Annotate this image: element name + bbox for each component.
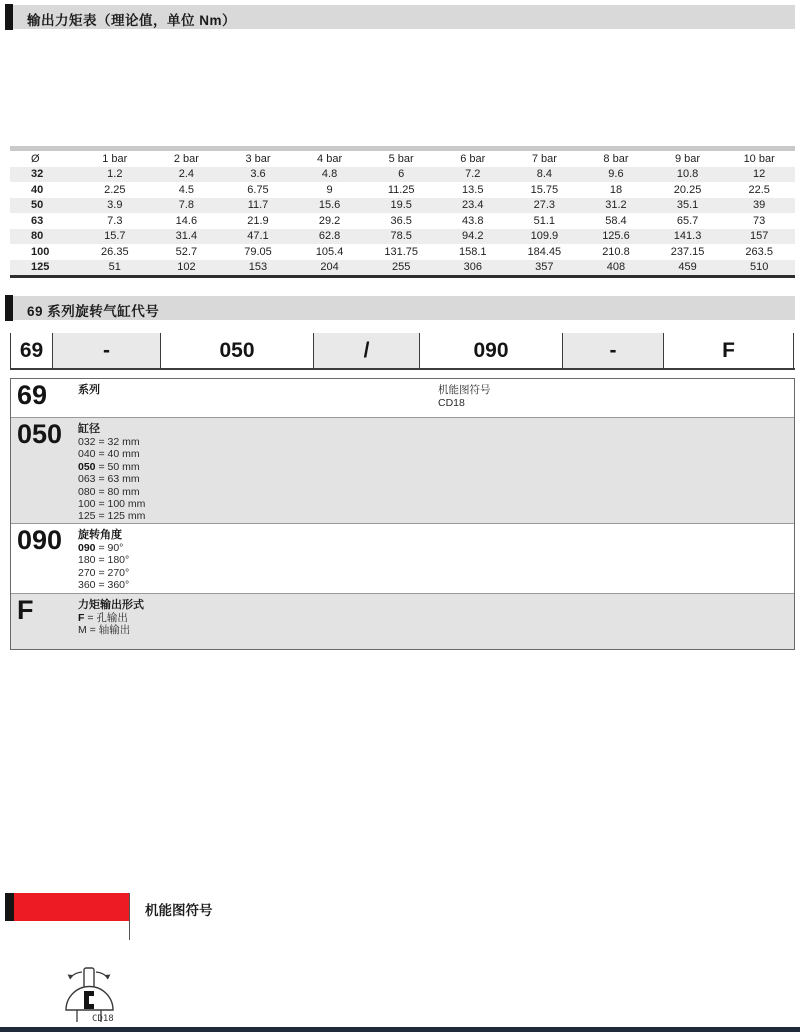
- torque-value-cell: 4.5: [178, 183, 195, 196]
- torque-value-cell: 6.75: [247, 183, 269, 196]
- section-header-torque-table: [5, 5, 795, 29]
- torque-value-cell: 3.9: [107, 199, 123, 212]
- torque-value-cell: 102: [177, 261, 196, 274]
- torque-bore-cell: 100: [31, 245, 50, 258]
- torque-value-cell: 210.8: [602, 245, 630, 258]
- torque-col-header: 5 bar: [388, 152, 414, 165]
- torque-value-cell: 12: [753, 168, 766, 181]
- order-code-breakdown-table: [10, 378, 795, 650]
- legend-vertical-rule: [129, 893, 130, 940]
- torque-value-cell: 22.5: [748, 183, 770, 196]
- torque-value-cell: 94.2: [462, 230, 484, 243]
- torque-row: [10, 213, 795, 229]
- breakdown-note-title: 机能图符号: [438, 384, 491, 396]
- order-code-segment: -: [53, 333, 161, 368]
- breakdown-note: [438, 384, 491, 410]
- torque-value-cell: 79.05: [244, 245, 272, 258]
- torque-value-cell: 9: [326, 183, 333, 196]
- section-title-torque: 输出力矩表（理论值，单位 Nm）: [27, 13, 237, 28]
- torque-value-cell: 31.2: [605, 199, 627, 212]
- torque-value-cell: 15.75: [530, 183, 559, 196]
- legend-title: 机能图符号: [145, 903, 213, 918]
- breakdown-content: [76, 418, 794, 523]
- legend-accent-bar-icon: [5, 893, 14, 921]
- torque-value-cell: 263.5: [745, 245, 773, 258]
- torque-value-cell: 14.6: [175, 214, 198, 227]
- torque-value-cell: 13.5: [462, 183, 484, 196]
- section-accent-bar-icon: [5, 4, 13, 30]
- torque-value-cell: 2.25: [104, 183, 126, 196]
- torque-value-cell: 19.5: [390, 199, 412, 212]
- torque-value-cell: 255: [391, 261, 411, 274]
- torque-table: [10, 146, 795, 278]
- breakdown-option: 050 = 50 mm: [78, 460, 140, 473]
- section-header-order-code: [5, 296, 795, 320]
- torque-value-cell: 73: [753, 214, 766, 227]
- torque-value-cell: 52.7: [175, 245, 198, 258]
- breakdown-option: 270 = 270°: [78, 566, 130, 579]
- torque-value-cell: 408: [606, 261, 626, 274]
- torque-bore-cell: 40: [31, 183, 44, 196]
- order-code-row: [10, 333, 795, 370]
- breakdown-content: [76, 594, 794, 649]
- breakdown-code: 050: [17, 419, 63, 449]
- torque-bore-cell: 50: [31, 199, 44, 212]
- torque-col-header: 7 bar: [531, 152, 557, 165]
- torque-bore-cell: 80: [31, 230, 44, 243]
- symbol-code-label: CD18: [92, 1014, 114, 1024]
- breakdown-option: 032 = 32 mm: [78, 436, 140, 448]
- torque-value-cell: 237.15: [670, 245, 705, 258]
- torque-col-header: 3 bar: [245, 152, 271, 165]
- torque-col-header: 8 bar: [603, 152, 629, 165]
- breakdown-option: 080 = 80 mm: [78, 485, 140, 498]
- page-bottom-bar: [0, 1027, 800, 1032]
- torque-value-cell: 184.45: [527, 245, 562, 258]
- torque-value-cell: 9.6: [608, 168, 624, 181]
- torque-value-cell: 51: [108, 261, 121, 274]
- breakdown-option: 125 = 125 mm: [78, 510, 146, 523]
- torque-value-cell: 43.8: [462, 214, 484, 227]
- torque-value-cell: 2.4: [178, 168, 195, 181]
- torque-value-cell: 15.7: [104, 230, 126, 243]
- breakdown-code: F: [17, 594, 34, 625]
- breakdown-option: 360 = 360°: [78, 579, 130, 592]
- order-code-segment: F: [664, 333, 794, 368]
- torque-value-cell: 78.5: [390, 230, 412, 243]
- torque-value-cell: 18: [609, 183, 623, 196]
- torque-value-cell: 11.7: [247, 199, 269, 212]
- torque-value-cell: 204: [320, 261, 339, 274]
- torque-value-cell: 58.4: [605, 214, 627, 227]
- breakdown-option: M = 轴输出: [78, 624, 131, 637]
- torque-value-cell: 109.9: [530, 230, 559, 243]
- torque-value-cell: 153: [248, 261, 268, 274]
- torque-value-cell: 15.6: [318, 199, 341, 212]
- torque-row: [10, 244, 795, 260]
- breakdown-title: 系列: [78, 384, 100, 396]
- torque-value-cell: 36.5: [390, 214, 412, 227]
- order-code-segment: 050: [161, 333, 314, 368]
- section-accent-bar-icon: [5, 295, 13, 321]
- torque-value-cell: 3.6: [250, 168, 266, 181]
- torque-col-header: 4 bar: [317, 152, 343, 165]
- torque-value-cell: 39: [753, 199, 766, 212]
- legend-red-bar: [14, 893, 130, 921]
- torque-bore-cell: 32: [31, 168, 44, 181]
- torque-value-cell: 7.2: [465, 168, 481, 181]
- torque-value-cell: 7.8: [178, 199, 195, 212]
- breakdown-content: [76, 524, 794, 593]
- torque-col-header: 9 bar: [675, 152, 701, 165]
- order-code-segment: /: [314, 333, 420, 368]
- torque-value-cell: 35.1: [676, 199, 699, 212]
- breakdown-title: 旋转角度: [78, 528, 122, 541]
- torque-value-cell: 105.4: [315, 245, 344, 258]
- torque-value-cell: 31.4: [175, 230, 198, 243]
- torque-value-cell: 306: [463, 261, 482, 274]
- torque-col-header: 2 bar: [173, 152, 199, 165]
- torque-value-cell: 65.7: [676, 214, 699, 227]
- torque-value-cell: 6: [398, 168, 405, 181]
- breakdown-row: [11, 594, 794, 649]
- torque-value-cell: 20.25: [673, 183, 702, 196]
- breakdown-row: [11, 379, 794, 418]
- torque-value-cell: 23.4: [462, 199, 484, 212]
- torque-value-cell: 357: [535, 261, 554, 274]
- breakdown-row: [11, 524, 794, 594]
- breakdown-option: 180 = 180°: [78, 554, 130, 567]
- torque-value-cell: 51.1: [533, 214, 556, 227]
- breakdown-title: 力矩输出形式: [78, 598, 144, 611]
- torque-value-cell: 26.35: [101, 245, 129, 258]
- torque-col-header: 10 bar: [743, 152, 775, 165]
- breakdown-option: 040 = 40 mm: [78, 448, 140, 461]
- torque-value-cell: 131.75: [384, 245, 418, 258]
- torque-col-bore-header: Ø: [31, 152, 40, 165]
- breakdown-option: 100 = 100 mm: [78, 498, 146, 511]
- torque-row: [10, 260, 795, 277]
- torque-table-header-row: [10, 149, 795, 167]
- torque-col-header: 6 bar: [460, 152, 486, 165]
- breakdown-note-value: CD18: [438, 397, 465, 409]
- torque-value-cell: 8.4: [536, 168, 552, 181]
- breakdown-title: 缸径: [78, 423, 100, 435]
- torque-bore-cell: 125: [31, 261, 50, 274]
- torque-value-cell: 62.8: [318, 230, 341, 243]
- torque-row: [10, 229, 795, 245]
- torque-value-cell: 459: [678, 261, 697, 274]
- torque-value-cell: 510: [749, 261, 769, 274]
- order-code-segment: 69: [11, 333, 53, 368]
- breakdown-row: [11, 418, 794, 524]
- torque-row: [10, 167, 795, 183]
- breakdown-code: 69: [17, 380, 48, 410]
- breakdown-option: F = 孔输出: [78, 611, 128, 624]
- torque-value-cell: 157: [749, 230, 769, 243]
- torque-value-cell: 11.25: [387, 183, 415, 196]
- torque-value-cell: 27.3: [533, 199, 556, 212]
- torque-value-cell: 158.1: [459, 245, 487, 258]
- torque-value-cell: 10.8: [676, 168, 699, 181]
- breakdown-content: [76, 379, 794, 417]
- torque-value-cell: 4.8: [321, 168, 338, 181]
- section-title-order-code: 69 系列旋转气缸代号: [27, 304, 160, 319]
- breakdown-option: 090 = 90°: [78, 541, 124, 554]
- torque-value-cell: 141.3: [673, 230, 702, 243]
- breakdown-option: 063 = 63 mm: [78, 473, 140, 486]
- torque-value-cell: 47.1: [247, 230, 269, 243]
- torque-value-cell: 1.2: [107, 168, 123, 181]
- torque-row: [10, 182, 795, 198]
- torque-value-cell: 21.9: [247, 214, 269, 227]
- torque-col-header: 1 bar: [102, 152, 128, 165]
- torque-row: [10, 198, 795, 214]
- order-code-segment: -: [563, 333, 664, 368]
- breakdown-code: 090: [17, 524, 63, 555]
- torque-value-cell: 125.6: [602, 230, 630, 243]
- order-code-segment: 090: [420, 333, 563, 368]
- torque-bore-cell: 63: [31, 214, 44, 227]
- torque-value-cell: 29.2: [318, 214, 341, 227]
- torque-value-cell: 7.3: [107, 214, 123, 227]
